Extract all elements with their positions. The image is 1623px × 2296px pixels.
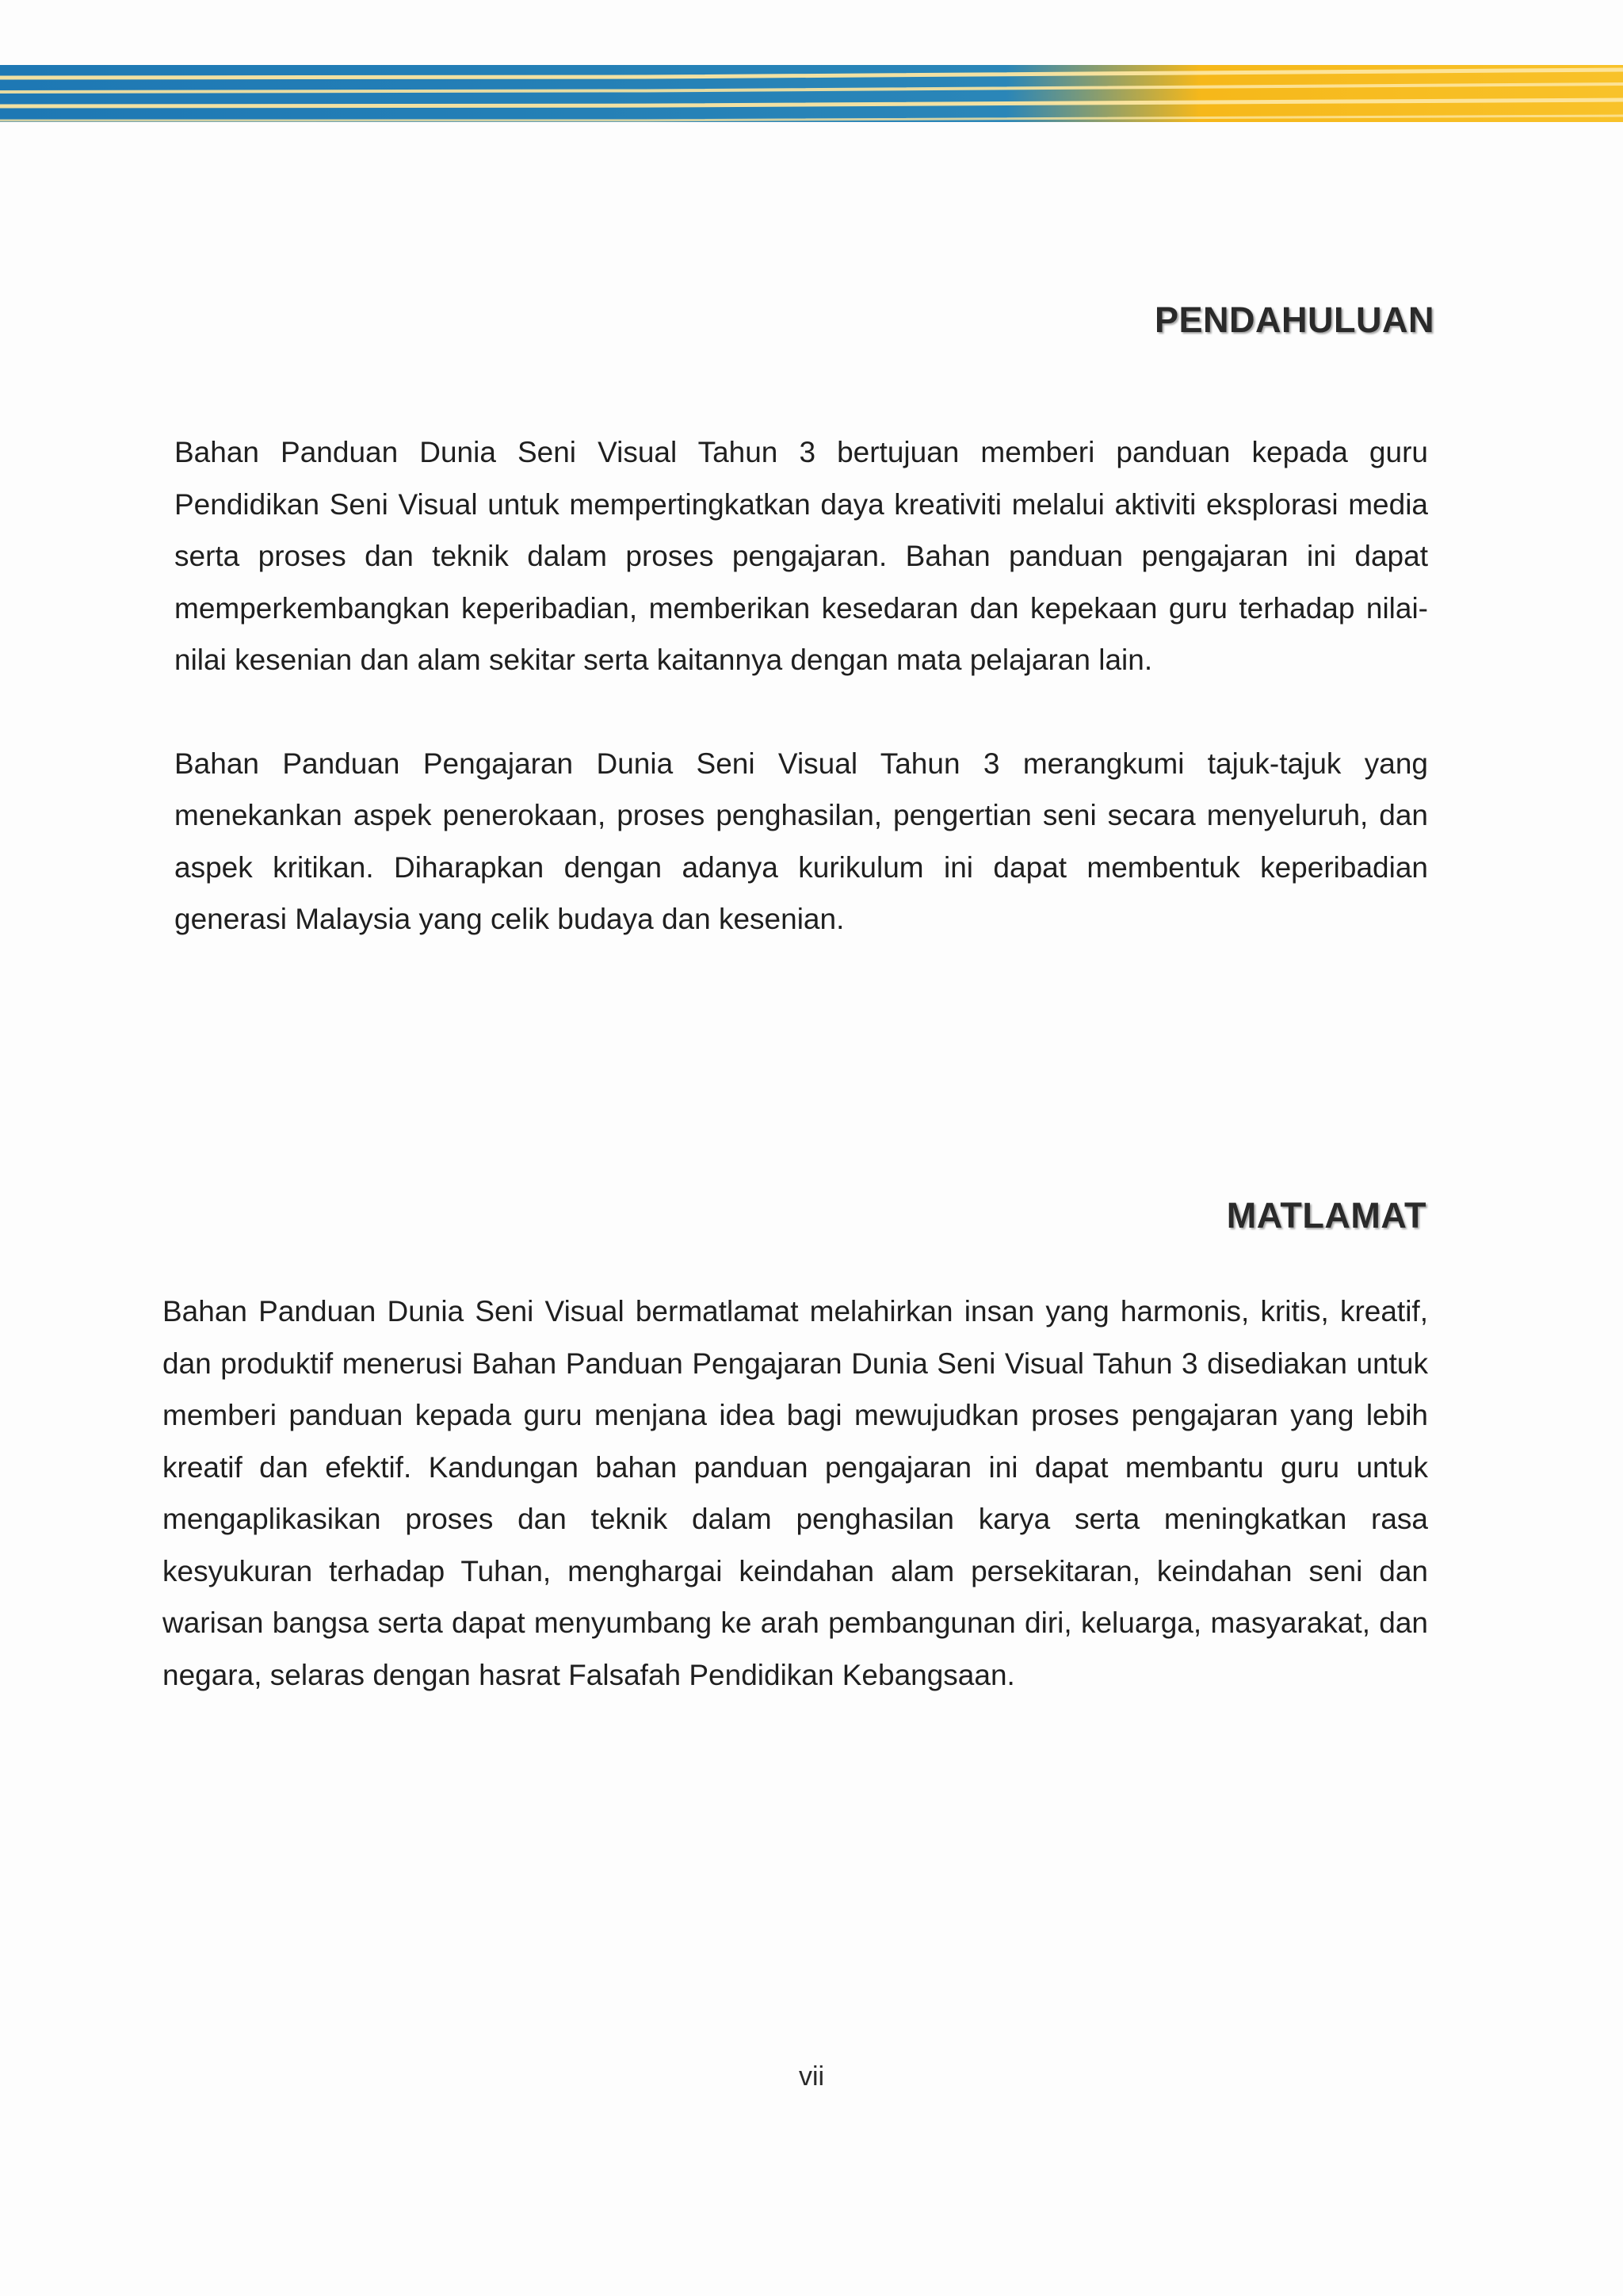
matlamat-paragraph: Bahan Panduan Dunia Seni Visual bermatlamat melahirkan insan yang harmonis, kritis, kreatif, dan produktif menerusi Bahan Panduan Pengajaran Dunia Seni Visual Tahun 3 disediakan untuk memberi panduan kepada guru menjana idea bagi mewujudkan proses pengajaran yang lebih kreatif dan efektif. Kandungan bahan panduan pengajaran ini dapat membantu guru untuk mengaplikasikan proses dan teknik dalam penghasilan karya serta meningkatkan rasa kesyukuran terhadap Tuhan, menghargai keindahan alam persekitaran, keindahan seni dan warisan bangsa serta dapat menyumbang ke arah pembangunan diri, keluarga, masyarakat, dan negara, selaras dengan hasrat Falsafah Pendidikan Kebangsaan. xyxy=(162,1295,1428,1691)
pendahuluan-paragraph-2: Bahan Panduan Pengajaran Dunia Seni Visual Tahun 3 merangkumi tajuk-tajuk yang menekankan aspek penerokaan, proses penghasilan, pengertian seni secara menyeluruh, dan aspek kritikan. Diharapkan dengan adanya kurikulum ini dapat membentuk keperibadian generasi Malaysia yang celik budaya dan kesenian. xyxy=(174,747,1428,935)
page-number: vii xyxy=(798,2061,825,2092)
section-heading-matlamat: MATLAMAT xyxy=(1226,1195,1426,1236)
pendahuluan-paragraph-1: Bahan Panduan Dunia Seni Visual Tahun 3 bertujuan memberi panduan kepada guru Pendidikan Seni Visual untuk mempertingkatkan daya kreativiti melalui aktiviti eksplorasi media serta proses dan teknik dalam proses pengajaran. Bahan panduan pengajaran ini dapat memperkembangkan keperibadian, memberikan kesedaran dan kepekaan guru terhadap nilai-nilai kesenian dan alam sekitar serta kaitannya dengan mata pelajaran lain. xyxy=(174,436,1428,676)
section-heading-pendahuluan: PENDAHULUAN xyxy=(1155,300,1434,340)
matlamat-body xyxy=(162,1286,1428,1701)
pendahuluan-body xyxy=(174,426,1428,946)
header-decorative-band xyxy=(0,63,1623,127)
header-band-fill xyxy=(0,65,1623,122)
